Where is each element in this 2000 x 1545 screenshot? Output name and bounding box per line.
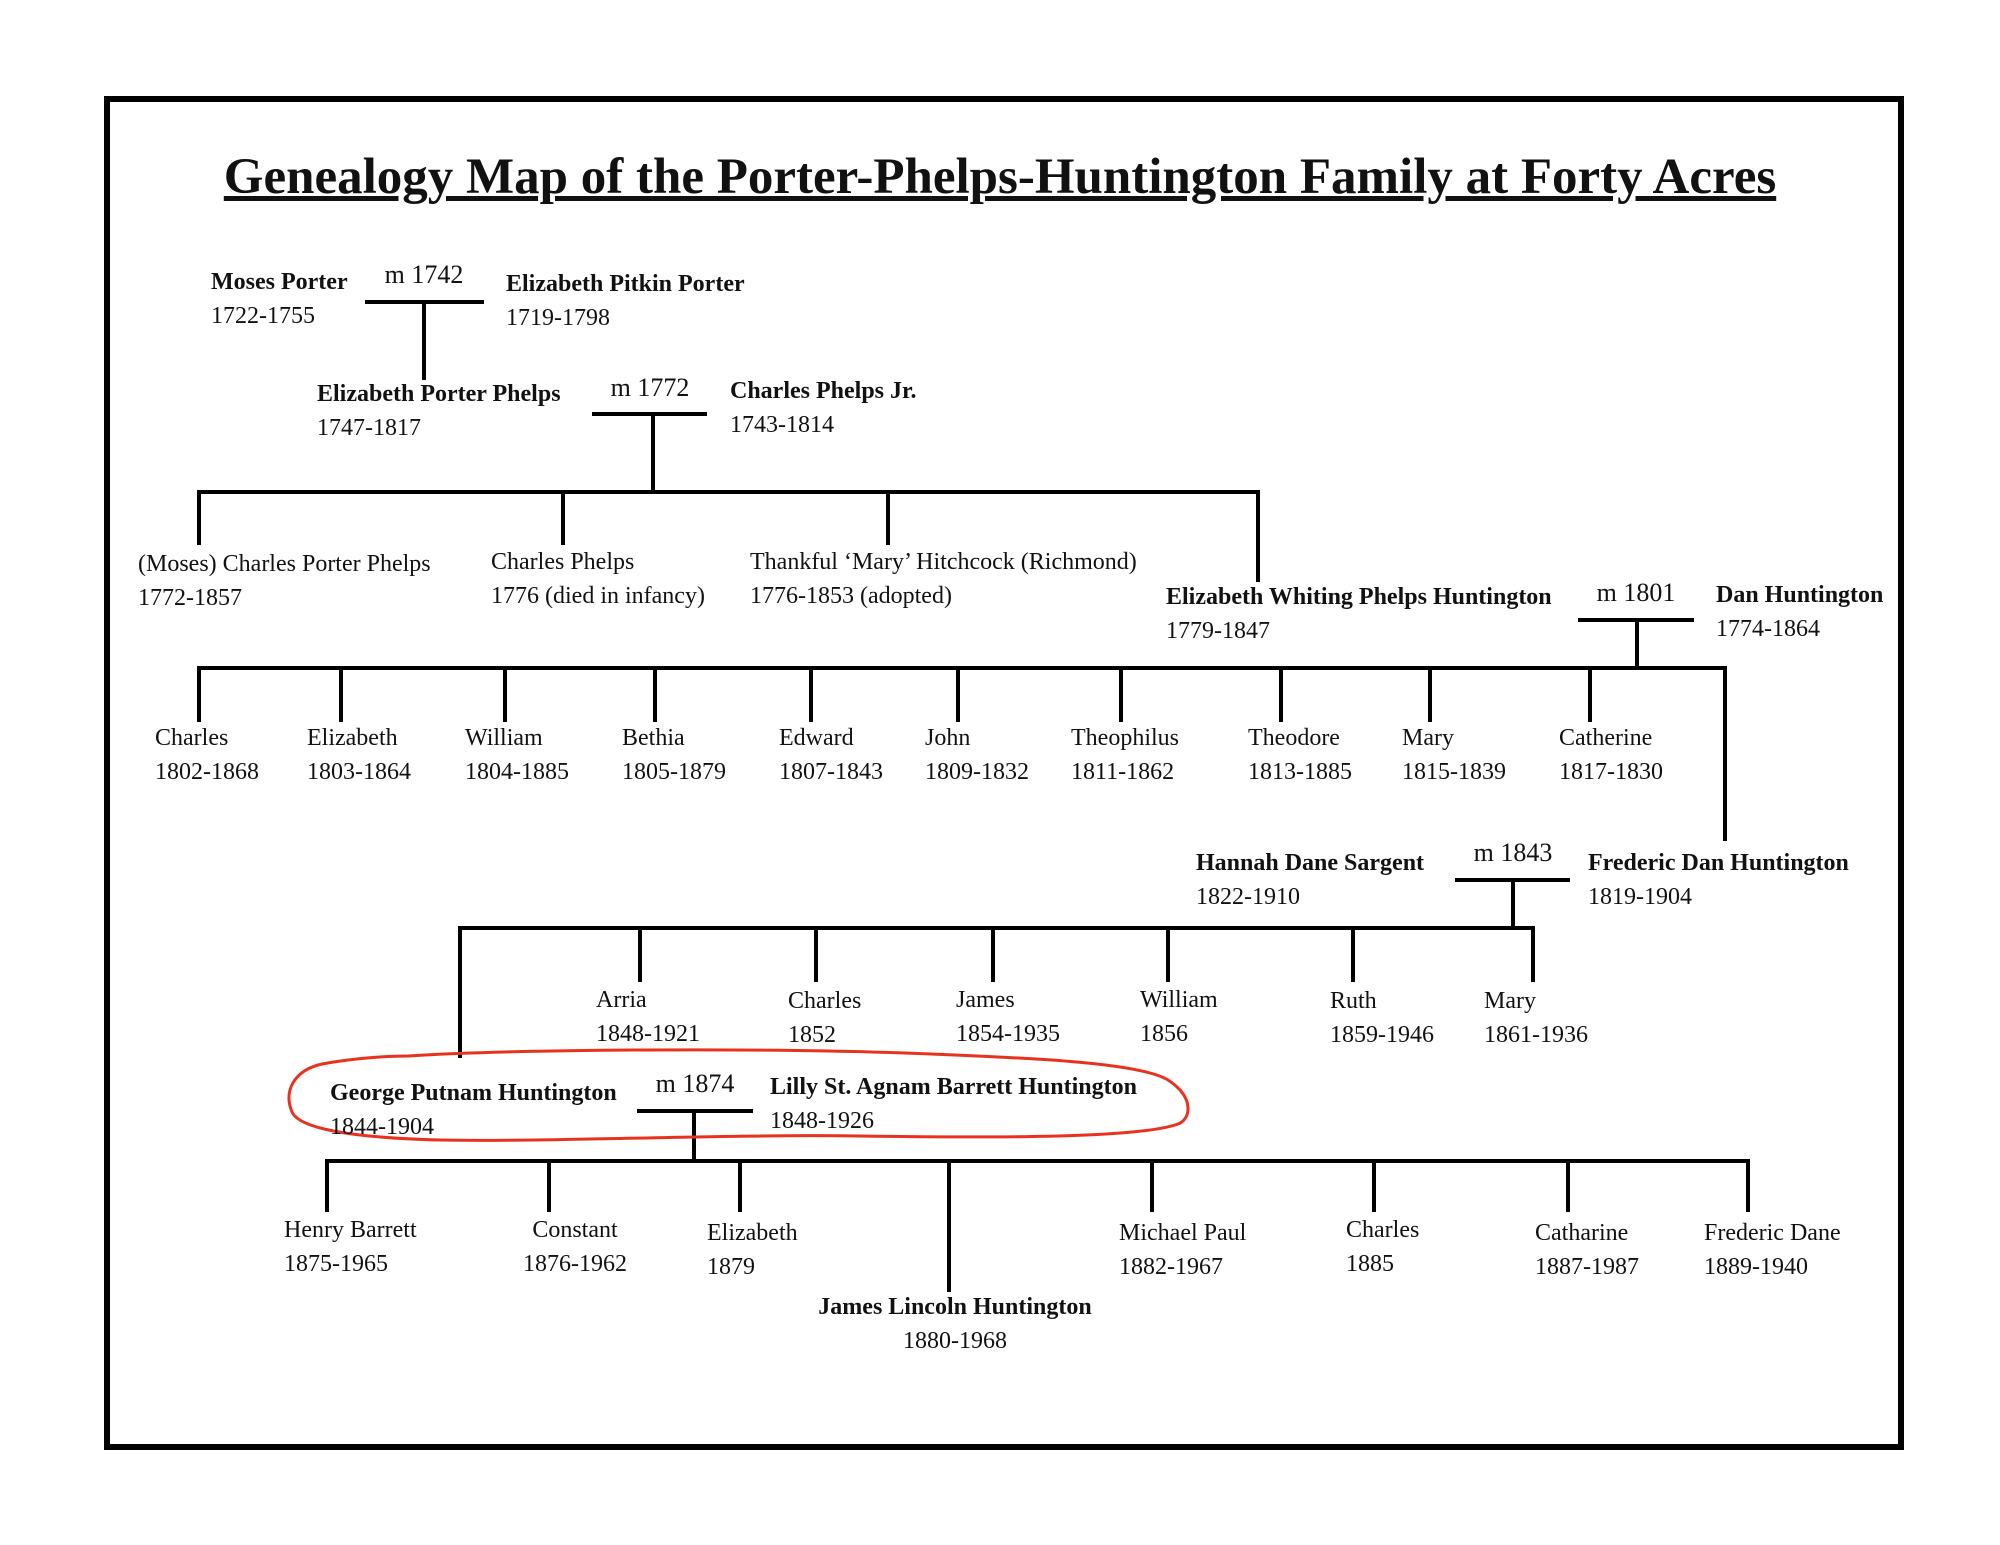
marriage-year: m 1772 <box>610 373 690 402</box>
person-dates: 1885 <box>1346 1251 1394 1277</box>
person-dates: 1719-1798 <box>506 305 610 331</box>
person-theophilus <box>1071 721 1179 789</box>
person-henry-barrett <box>284 1213 417 1281</box>
person-name: Mary <box>1402 725 1454 751</box>
person-dates: 1844-1904 <box>330 1114 434 1140</box>
marriage-year: m 1843 <box>1473 838 1553 867</box>
person-theodore <box>1248 721 1352 789</box>
person-charles-phelps-jr <box>730 374 916 442</box>
person-james <box>956 983 1060 1051</box>
person-dates: 1805-1879 <box>622 759 726 785</box>
person-name: Charles <box>1346 1217 1420 1243</box>
person-dates: 1813-1885 <box>1248 759 1352 785</box>
person-name: James <box>956 987 1015 1013</box>
person-name: Elizabeth <box>707 1220 798 1246</box>
person-catharine <box>1535 1216 1639 1284</box>
person-frederic-dan-huntington <box>1588 846 1849 914</box>
person-name: Charles Phelps Jr. <box>730 378 917 404</box>
person-name: Elizabeth Pitkin Porter <box>506 271 745 297</box>
person-dates: 1802-1868 <box>155 759 259 785</box>
person-name: Moses Porter <box>211 269 348 295</box>
person-name: Constant <box>532 1217 618 1243</box>
person-constant <box>504 1213 646 1281</box>
person-george-putnam-huntington <box>330 1076 617 1144</box>
person-name: Charles <box>788 988 862 1014</box>
person-name: Dan Huntington <box>1716 582 1884 608</box>
person-bethia <box>622 721 726 789</box>
person-dates: 1861-1936 <box>1484 1022 1588 1048</box>
person-name: John <box>925 725 971 751</box>
person-dates: 1774-1864 <box>1716 616 1820 642</box>
person-name: Charles Phelps <box>491 549 635 575</box>
person-name: Michael Paul <box>1119 1220 1247 1246</box>
person-charles <box>155 721 259 789</box>
person-james-lincoln-huntington <box>810 1290 1100 1358</box>
person-catherine <box>1559 721 1663 789</box>
person-elizabeth-whiting-phelps-huntington <box>1166 580 1552 648</box>
person-dates: 1848-1921 <box>596 1021 700 1047</box>
person-name: Charles <box>155 725 229 751</box>
person-william <box>465 721 569 789</box>
person-mary <box>1402 721 1506 789</box>
person-arria <box>596 983 700 1051</box>
person-name: Bethia <box>622 725 685 751</box>
person-elizabeth <box>307 721 411 789</box>
person-name: Theodore <box>1248 725 1340 751</box>
person-name: Hannah Dane Sargent <box>1196 850 1425 876</box>
person-dates: 1887-1987 <box>1535 1254 1639 1280</box>
person-elizabeth-porter-phelps <box>317 377 561 445</box>
person-moses-porter <box>211 265 348 333</box>
person-elizabeth-pitkin-porter <box>506 267 745 335</box>
person-dates: 1776-1853 (adopted) <box>750 583 952 609</box>
person-hannah-dane-sargent <box>1196 846 1424 914</box>
person-name: Arria <box>596 987 647 1013</box>
person-dates: 1854-1935 <box>956 1021 1060 1047</box>
person-dates: 1879 <box>707 1254 755 1280</box>
person-john <box>925 721 1029 789</box>
person-lilly-barrett-huntington <box>770 1070 1137 1138</box>
person-name: William <box>465 725 543 751</box>
person-dates: 1875-1965 <box>284 1251 388 1277</box>
marriage-year: m 1801 <box>1596 578 1676 607</box>
person-dates: 1722-1755 <box>211 303 315 329</box>
marriage-year: m 1874 <box>655 1069 735 1098</box>
person-frederic-dane <box>1704 1216 1841 1284</box>
person-dates: 1889-1940 <box>1704 1254 1808 1280</box>
person-dates: 1776 (died in infancy) <box>491 583 705 609</box>
person-dates: 1807-1843 <box>779 759 883 785</box>
marriage-year: m 1742 <box>384 260 464 289</box>
person-mary-1861 <box>1484 984 1588 1052</box>
person-dates: 1819-1904 <box>1588 884 1692 910</box>
person-charles-1885 <box>1346 1213 1419 1281</box>
person-william-1856 <box>1140 983 1218 1051</box>
person-name: James Lincoln Huntington <box>818 1294 1092 1320</box>
person-dates: 1809-1832 <box>925 759 1029 785</box>
person-dates: 1743-1814 <box>730 412 834 438</box>
person-dates: 1856 <box>1140 1021 1188 1047</box>
person-dates: 1848-1926 <box>770 1108 874 1134</box>
person-name: George Putnam Huntington <box>330 1080 617 1106</box>
person-dates: 1859-1946 <box>1330 1022 1434 1048</box>
person-dates: 1779-1847 <box>1166 618 1270 644</box>
person-dates: 1811-1862 <box>1071 759 1175 785</box>
person-dates: 1803-1864 <box>307 759 411 785</box>
person-name: Frederic Dan Huntington <box>1588 850 1849 876</box>
person-dan-huntington <box>1716 578 1883 646</box>
page-title: Genealogy Map of the Porter-Phelps-Huntington Family at Forty Acres <box>223 149 1777 205</box>
person-dates: 1817-1830 <box>1559 759 1663 785</box>
person-ruth <box>1330 984 1434 1052</box>
person-name: Elizabeth Whiting Phelps Huntington <box>1166 584 1552 610</box>
person-dates: 1882-1967 <box>1119 1254 1223 1280</box>
person-dates: 1747-1817 <box>317 415 421 441</box>
person-name: (Moses) Charles Porter Phelps <box>138 551 431 577</box>
person-name: Catherine <box>1559 725 1653 751</box>
person-dates: 1815-1839 <box>1402 759 1506 785</box>
person-dates: 1804-1885 <box>465 759 569 785</box>
person-name: Catharine <box>1535 1220 1629 1246</box>
person-dates: 1876-1962 <box>523 1251 627 1277</box>
person-charles-1852 <box>788 984 861 1052</box>
person-michael-paul <box>1119 1216 1246 1284</box>
person-name: Elizabeth <box>307 725 398 751</box>
person-name: Ruth <box>1330 988 1377 1014</box>
person-name: Edward <box>779 725 854 751</box>
person-moses-charles-porter-phelps <box>138 547 431 615</box>
person-name: Frederic Dane <box>1704 1220 1841 1246</box>
person-dates: 1852 <box>788 1022 836 1048</box>
person-dates: 1880-1968 <box>903 1328 1007 1354</box>
person-name: William <box>1140 987 1218 1013</box>
person-name: Thankful ‘Mary’ Hitchcock (Richmond) <box>750 549 1137 575</box>
person-dates: 1772-1857 <box>138 585 242 611</box>
person-name: Lilly St. Agnam Barrett Huntington <box>770 1074 1137 1100</box>
person-name: Elizabeth Porter Phelps <box>317 381 561 407</box>
person-thankful-mary-hitchcock <box>750 545 1137 613</box>
person-edward <box>779 721 883 789</box>
person-name: Henry Barrett <box>284 1217 417 1243</box>
person-charles-phelps <box>491 545 705 613</box>
person-dates: 1822-1910 <box>1196 884 1300 910</box>
person-name: Mary <box>1484 988 1536 1014</box>
person-name: Theophilus <box>1071 725 1179 751</box>
person-elizabeth-1879 <box>707 1216 798 1284</box>
